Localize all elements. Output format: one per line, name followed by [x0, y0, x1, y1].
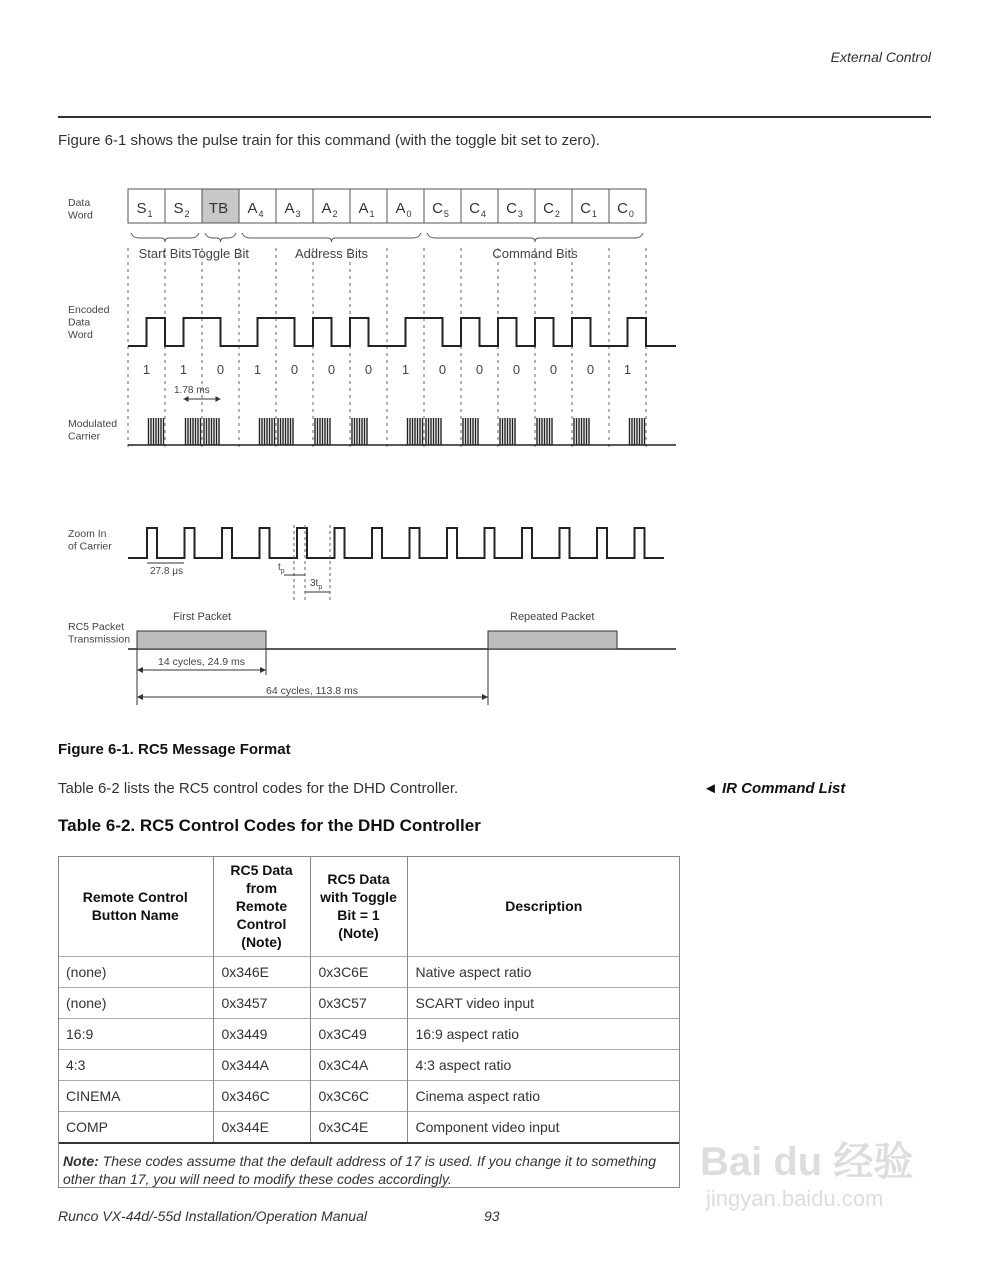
bit-cell-label: $A_0$: [395, 200, 412, 219]
bit-cell-label: $C_2$: [543, 200, 560, 219]
bit-value: 1: [401, 362, 410, 377]
table-row: [58, 957, 680, 988]
header-line: (Note): [241, 934, 282, 950]
group-label: Toggle Bit: [191, 246, 250, 261]
bit-cell-3: [239, 189, 276, 223]
table-cell: Native aspect ratio: [407, 957, 680, 988]
bit-value: 1: [142, 362, 151, 377]
bit-cell-label: $C_5$: [432, 200, 449, 219]
bit-cell-6: [350, 189, 387, 223]
running-header: External Control: [830, 49, 931, 65]
header-line: Remote Control: [82, 889, 188, 905]
table-cell: COMP: [58, 1112, 213, 1144]
bit-cell-5: [313, 189, 350, 223]
header-line: Remote: [235, 898, 288, 914]
table-cell: 4:3: [58, 1050, 213, 1081]
table-row: [58, 1050, 680, 1081]
bit-value: 0: [216, 362, 225, 377]
bit-cell-label: $A_2$: [321, 200, 338, 219]
data-word-label: Word: [68, 209, 93, 222]
modulated-label: Modulated: [68, 418, 118, 430]
bit-value: 0: [475, 362, 484, 377]
encoded-waveform: [128, 318, 676, 346]
header-line: Description: [505, 898, 583, 914]
table-cell: CINEMA: [58, 1081, 213, 1112]
footer-manual-title: Runco VX-44d/-55d Installation/Operation Manual: [58, 1208, 367, 1224]
table-cell: (none): [58, 988, 213, 1019]
bit-cell-label: $A_4$: [247, 200, 264, 219]
table-cell: 0x3C6C: [310, 1081, 407, 1112]
three-tp-label: $3t_p$: [310, 578, 323, 591]
table-cell: 0x3C6E: [310, 957, 407, 988]
header-line: (Note): [338, 925, 379, 941]
bit-value: 1: [253, 362, 262, 377]
data-word-label: Data: [68, 197, 91, 209]
table-cell: 0x3C49: [310, 1019, 407, 1050]
header-line: with Toggle: [320, 889, 397, 905]
header-line: Control: [236, 916, 287, 932]
table-cell: 16:9: [58, 1019, 213, 1050]
header-rule: [58, 116, 931, 118]
bit-cell-4: [276, 189, 313, 223]
bit-value: 0: [549, 362, 558, 377]
watermark-url: jingyan.baidu.com: [706, 1186, 884, 1211]
bit-value: 0: [586, 362, 595, 377]
bit-value: 1: [623, 362, 632, 377]
table-note: [58, 1143, 680, 1196]
rc5-pulse-diagram: [0, 180, 989, 720]
figure-caption: Figure 6-1. RC5 Message Format: [58, 741, 291, 758]
first-packet: [137, 631, 266, 649]
table-cell: SCART video input: [407, 988, 680, 1019]
table-header-3: [407, 856, 680, 957]
bit-value: 1: [179, 362, 188, 377]
table-cell: 0x3449: [213, 1019, 310, 1050]
header-line: RC5 Data: [327, 871, 390, 887]
table-header-0: [58, 856, 213, 957]
bit-period-label: 1.78 ms: [174, 385, 210, 396]
table-header-2: [310, 856, 407, 957]
bit-cell-0: [128, 189, 165, 223]
header-line: Button Name: [91, 907, 179, 923]
bit-value: 0: [512, 362, 521, 377]
repeat-interval-label: 64 cycles, 113.8 ms: [266, 685, 359, 697]
rc5-label: RC5 Packet: [68, 621, 125, 633]
repeated-packet: [488, 631, 617, 649]
table-cell: Component video input: [407, 1112, 680, 1144]
group-bracket-0: [131, 233, 199, 242]
table-row: [58, 1112, 680, 1144]
bit-cell-label: $C_4$: [469, 200, 486, 219]
table-cell: 0x3C57: [310, 988, 407, 1019]
arrow-head: [260, 667, 266, 673]
group-label: Address Bits: [295, 246, 368, 261]
table-row: [58, 1019, 680, 1050]
zoom-label: Zoom In: [68, 528, 107, 540]
rc5-label: Transmission: [68, 633, 131, 646]
table-cell: 0x3C4A: [310, 1050, 407, 1081]
table-cell: 0x3C4E: [310, 1112, 407, 1144]
bit-value: 0: [438, 362, 447, 377]
arrow-head: [216, 396, 221, 402]
page-number: 93: [484, 1208, 500, 1224]
ir-command-list-sidehead: ◄ IR Command List: [703, 780, 846, 797]
arrow-head: [482, 694, 488, 700]
bit-cell-7: [387, 189, 424, 223]
arrow-head: [137, 694, 143, 700]
table-row: [58, 988, 680, 1019]
bit-value: 0: [364, 362, 373, 377]
intro-text: Figure 6-1 shows the pulse train for this command (with the toggle bit set to zero).: [58, 132, 600, 149]
table-cell: 4:3 aspect ratio: [407, 1050, 680, 1081]
encoded-label: Data: [68, 316, 91, 329]
note-label: Note:: [63, 1153, 99, 1169]
group-label: Start Bits: [138, 246, 192, 261]
first-packet-label: First Packet: [173, 611, 232, 623]
note-text: These codes assume that the default address of 17 is used. If you change it to something other than 17, you will need to modify these codes accordingly.: [63, 1153, 657, 1187]
table-header-1: [213, 856, 310, 957]
modulated-label: Carrier: [68, 430, 101, 443]
header-line: Bit = 1: [337, 907, 380, 923]
table-intro-text: Table 6-2 lists the RC5 control codes for the DHD Controller.: [58, 780, 459, 797]
table-row: [58, 1081, 680, 1112]
group-label: Command Bits: [492, 246, 578, 261]
table-cell: (none): [58, 957, 213, 988]
zoom-label: of Carrier: [68, 540, 112, 553]
carrier-period-label: 27.8 μs: [150, 566, 184, 577]
header-line: RC5 Data: [230, 862, 293, 878]
table-cell: 0x346C: [213, 1081, 310, 1112]
table-cell: 0x346E: [213, 957, 310, 988]
arrow-head: [137, 667, 143, 673]
watermark-logo: Bai du 经验: [700, 1140, 914, 1184]
bit-cell-label: TB: [208, 200, 229, 217]
bit-cell-label: $C_0$: [617, 200, 634, 219]
bit-cell-label: $A_3$: [284, 200, 301, 219]
bit-value: 0: [327, 362, 336, 377]
bit-cell-label: $C_1$: [580, 200, 597, 219]
table-note-row: [58, 1143, 680, 1196]
table-cell: 16:9 aspect ratio: [407, 1019, 680, 1050]
table-cell: 0x344E: [213, 1112, 310, 1144]
packet-duration-label: 14 cycles, 24.9 ms: [158, 656, 245, 668]
bit-cell-label: $S_2$: [173, 200, 190, 219]
tp-label: $t_p$: [278, 562, 285, 575]
zoom-carrier-waveform: [128, 528, 664, 558]
encoded-label: Encoded: [68, 304, 110, 316]
bit-value: 0: [290, 362, 299, 377]
encoded-label: Word: [68, 329, 93, 341]
bit-cell-label: $S_1$: [136, 200, 153, 219]
group-bracket-3: [427, 233, 643, 242]
bit-cell-label: $C_3$: [506, 200, 523, 219]
arrow-head: [184, 396, 189, 402]
table-cell: 0x344A: [213, 1050, 310, 1081]
header-line: from: [245, 880, 278, 896]
group-bracket-2: [242, 233, 421, 242]
bit-cell-1: [165, 189, 202, 223]
bit-cell-label: $A_1$: [358, 200, 375, 219]
table-cell: 0x3457: [213, 988, 310, 1019]
table-title: Table 6-2. RC5 Control Codes for the DHD Controller: [58, 816, 481, 835]
table-cell: Cinema aspect ratio: [407, 1081, 680, 1112]
repeated-packet-label: Repeated Packet: [510, 611, 595, 623]
group-bracket-1: [205, 233, 236, 242]
rc5-codes-table: [58, 856, 680, 1196]
